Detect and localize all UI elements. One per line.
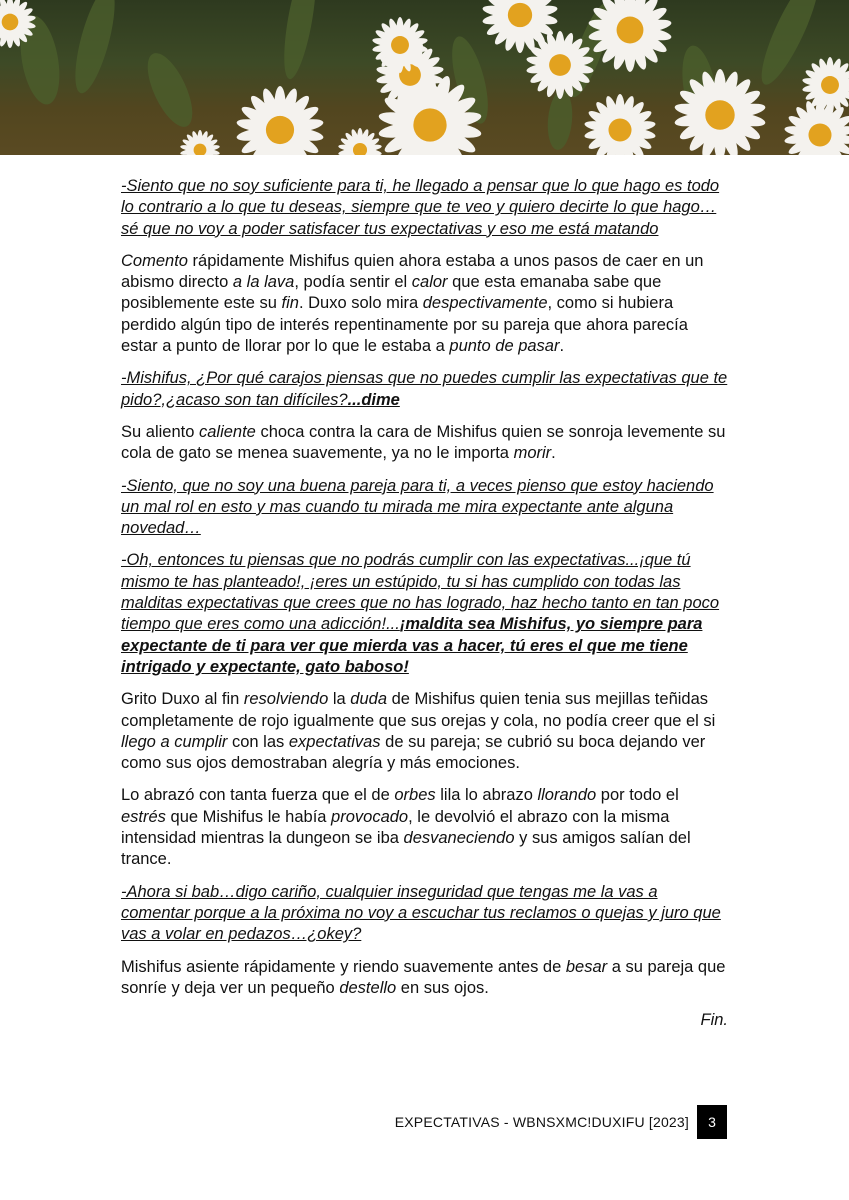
- text-segment: . Duxo solo mira: [298, 294, 423, 313]
- text-segment: punto de pasar: [449, 337, 560, 356]
- text-segment: , le devolvió el abrazo con la misma intensidad mientras la dungeon se iba: [121, 807, 670, 848]
- daisy: [588, 0, 673, 72]
- text-segment: despectivamente: [422, 294, 548, 313]
- daisy: [338, 128, 382, 155]
- text-segment: fin: [281, 294, 299, 313]
- text-segment: Su aliento: [121, 422, 199, 441]
- text-segment: llego a cumplir: [121, 732, 228, 751]
- text-segment: de Mishifus quien tenia sus mejillas teñidas completamente de rojo igualmente que sus orejas y cola, no podía creer que el si: [121, 690, 716, 730]
- text-segment: rápidamente Mishifus quien ahora estaba a unos pasos de caer en un abismo directo: [121, 251, 704, 292]
- text-segment: .: [551, 444, 556, 463]
- text-segment: por todo el: [596, 786, 679, 805]
- story-text: [121, 176, 728, 1042]
- text-segment: en sus ojos.: [396, 978, 489, 997]
- daisy: [584, 94, 657, 155]
- text-segment: caliente: [198, 422, 256, 441]
- closing-text: Fin.: [700, 1011, 728, 1030]
- text-segment: a su pareja que sonríe y deja ver un pequeño: [121, 957, 726, 997]
- dialogue-paragraph: [121, 368, 728, 411]
- text-segment: .: [559, 337, 565, 356]
- text-segment: -Ahora si bab…digo cariño, cualquier inseguridad que tengas me la vas a comentar porque a la próxima no voy a escuchar tus reclamos o quejas y juro que vas a volar en pedazos…¿okey?: [121, 882, 721, 944]
- text-segment: que Mishifus le había: [165, 807, 332, 826]
- text-segment: , como si hubiera perdido algún tipo de interés repentinamente por su pareja que ahora parecía estar a punto de llorar por lo que le estaba a: [121, 294, 688, 356]
- narration-paragraph: [121, 785, 728, 870]
- text-segment: choca contra la cara de Mishifus quien se sonroja levemente su cola de gato se menea suavemente, ya no le importa: [121, 422, 726, 463]
- leaf: [67, 0, 123, 97]
- text-segment: ...dime: [347, 390, 400, 409]
- text-segment: provocado: [331, 807, 409, 826]
- text-segment: Mishifus asiente rápidamente y riendo suavemente antes de: [121, 957, 566, 976]
- text-segment: estrés: [121, 807, 166, 826]
- page-number: 3: [697, 1105, 727, 1139]
- text-segment: orbes: [394, 786, 436, 805]
- text-segment: expectativas: [288, 732, 381, 751]
- daisy: [180, 130, 220, 155]
- text-segment: lila lo abrazo: [435, 786, 538, 805]
- leaf: [139, 47, 202, 133]
- daisy: [236, 86, 325, 155]
- daisy-illustration: [0, 0, 849, 155]
- page-footer: [395, 1105, 727, 1139]
- dialogue-paragraph: [121, 882, 728, 946]
- narration-paragraph: [121, 251, 728, 357]
- footer-title: EXPECTATIVAS - WBNSXMC!DUXIFU [2023]: [394, 1114, 689, 1130]
- text-segment: Grito Duxo al fin: [121, 690, 244, 709]
- dialogue-paragraph: [121, 476, 728, 540]
- text-segment: -Siento, que no soy una buena pareja para ti, a veces pienso que estoy haciendo un mal rol en esto y mas cuando tu mirada me mira expectante ante alguna novedad…: [121, 476, 714, 538]
- text-segment: que esta emanaba sabe que posiblemente este su: [121, 273, 662, 313]
- text-segment: -Oh, entonces tu piensas que no podrás cumplir con las expectativas...¡que tú mismo te has planteado!, ¡eres un estúpido, tu si has cumplido con todas las malditas expectativas que crees que no has logrado, haz hecho tanto en tan poco tiempo que eres como una adicción!...: [121, 551, 720, 634]
- text-segment: llorando: [537, 786, 597, 805]
- dialogue-paragraph: [121, 176, 728, 240]
- text-segment: morir: [513, 444, 552, 463]
- text-segment: a la lava: [232, 273, 295, 292]
- text-segment: calor: [411, 273, 448, 292]
- text-segment: y sus amigos salían del trance.: [121, 829, 691, 869]
- daisy-banner-image: [0, 0, 849, 155]
- narration-paragraph: [121, 957, 728, 1000]
- text-segment: destello: [339, 978, 397, 997]
- text-segment: -Mishifus, ¿Por qué carajos piensas que no puedes cumplir las expectativas que te pido?,¿acaso son tan difíciles?: [121, 369, 728, 409]
- leaf: [278, 0, 322, 81]
- text-segment: , podía sentir el: [294, 273, 412, 292]
- narration-paragraph: [121, 422, 728, 465]
- text-segment: Comento: [121, 251, 188, 270]
- text-segment: con las: [227, 732, 289, 751]
- dialogue-paragraph: [121, 550, 728, 678]
- text-segment: de su pareja; se cubrió su boca dejando ver como sus ojos demostraban alegría y más emociones.: [121, 732, 706, 773]
- text-segment: Lo abrazó con tanta fuerza que el de: [121, 786, 395, 805]
- text-segment: -Siento que no soy suficiente para ti, he llegado a pensar que lo que hago es todo lo contrario a lo que tu deseas, siempre que te veo y quiero decirte lo que hago…sé que no voy a poder satisfacer tus expectativas y eso me está matando: [121, 177, 720, 238]
- text-segment: duda: [350, 690, 388, 709]
- text-segment: la: [328, 690, 351, 709]
- narration-paragraph: [121, 689, 728, 774]
- text-segment: desvaneciendo: [403, 829, 515, 848]
- text-segment: besar: [565, 957, 608, 976]
- text-segment: ¡maldita sea Mishifus, yo siempre para expectante de ti para ver que mierda vas a hacer, tú eres el que me tiene intrigado y expectante, gato baboso!: [121, 615, 703, 676]
- text-segment: resolviendo: [243, 690, 329, 709]
